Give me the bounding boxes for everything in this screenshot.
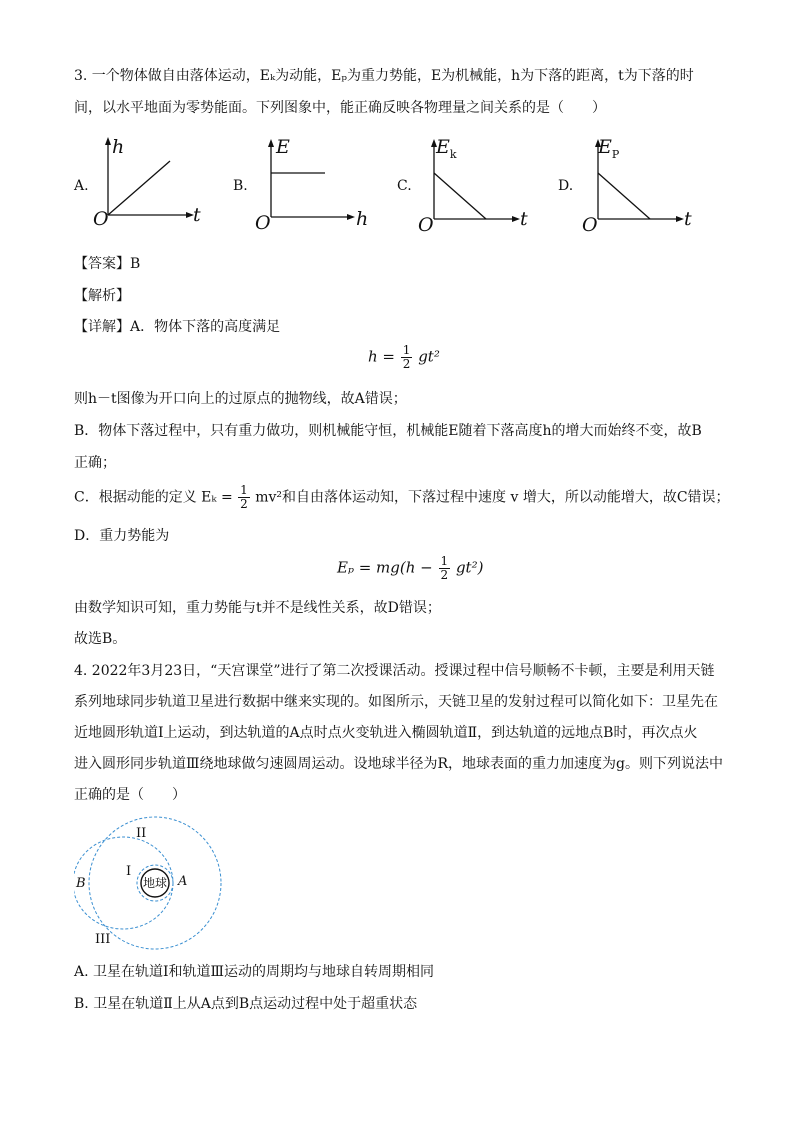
analysis-heading: 【解析】 [74,288,130,304]
detail-a: 【详解】A．物体下落的高度满足 [74,319,281,335]
graph-c-line [434,173,486,219]
graph-b-ylabel: E [276,136,290,158]
point-b-label: B [76,876,86,891]
graph-a-xlabel: t [193,204,201,226]
graph-b-xlabel: h [356,208,369,230]
graph-d-xlabel: t [684,208,692,230]
graph-c-label: C. [397,178,412,194]
formula-ep: Eₚ = mg(h − $\frac{1}{2}$ gt²) [337,554,484,582]
q4-line5: 正确的是（ ） [74,787,186,803]
orbit-i-label: I [126,864,132,879]
graph-a-label: A. [74,178,89,194]
q4-line2: 系列地球同步轨道卫星进行数据中继来实现的。如图所示，天链卫星的发射过程可以简化如下：卫星先在 [74,694,718,710]
d-line: D．重力势能为 [74,528,170,544]
q3-line1: 3. 一个物体做自由落体运动，Eₖ为动能，Eₚ为重力势能，E为机械能，h为下落的距离，t为下落的时 [74,68,694,84]
b-line2: 正确； [74,455,116,471]
c-line: C．根据动能的定义 Eₖ = $\frac{1}{2}$ mv²和自由落体运动知，下落过程中速度 v 增大，所以动能增大，故C错误； [74,483,730,511]
b-line1: B．物体下落过程中，只有重力做功，则机械能守恒，机械能E随着下落高度h的增大而始终不变，故B [74,423,702,439]
point-a-label: A [178,874,188,889]
q4-option-b: B. 卫星在轨道Ⅱ上从A点到B点运动过程中处于超重状态 [74,996,418,1012]
a-conclusion: 则h－t图像为开口向上的过原点的抛物线，故A错误； [74,391,407,407]
graph-a-ylabel: h [112,136,125,158]
formula-h: h = $\frac{1}{2}$ gt² [368,343,440,371]
answer: 【答案】B [74,256,141,272]
graph-c-ylabel: $E_k$ [436,136,457,161]
q4-line3: 近地圆形轨道Ⅰ上运动，到达轨道的A点时点火变轨进入椭圆轨道Ⅱ，到达轨道的远地点B时，再次点火 [74,725,698,741]
q4-line1: 4. 2022年3月23日，“天宫课堂”进行了第二次授课活动。授课过程中信号顺畅不卡顿，主要是利用天链 [74,663,715,679]
graph-d-ylabel: $E_P$ [598,136,620,161]
d-conclusion: 由数学知识可知，重力势能与t并不是线性关系，故D错误； [74,600,441,616]
graph-d-line [598,173,650,219]
graph-b-origin: O [255,212,271,234]
q4-option-a: A. 卫星在轨道Ⅰ和轨道Ⅲ运动的周期均与地球自转周期相同 [74,964,435,980]
q4-line4: 进入圆形同步轨道Ⅲ绕地球做匀速圆周运动。设地球半径为R，地球表面的重力加速度为g。则下列说法中 [74,756,724,772]
orbit-ii-label: II [136,826,147,841]
graph-d-label: D. [558,178,574,194]
graph-b-label: B. [233,178,248,194]
graph-a-origin: O [93,208,109,230]
q3-line2: 间，以水平地面为零势能面。下列图象中，能正确反映各物理量之间关系的是（ ） [74,100,606,116]
orbit-iii-label: III [95,932,111,947]
graph-c-xlabel: t [520,208,528,230]
earth-label: 地球 [143,876,168,890]
graph-d-origin: O [582,214,598,236]
graph-c-origin: O [418,214,434,236]
choose-answer: 故选B。 [74,631,127,647]
graph-a-line [108,161,170,215]
